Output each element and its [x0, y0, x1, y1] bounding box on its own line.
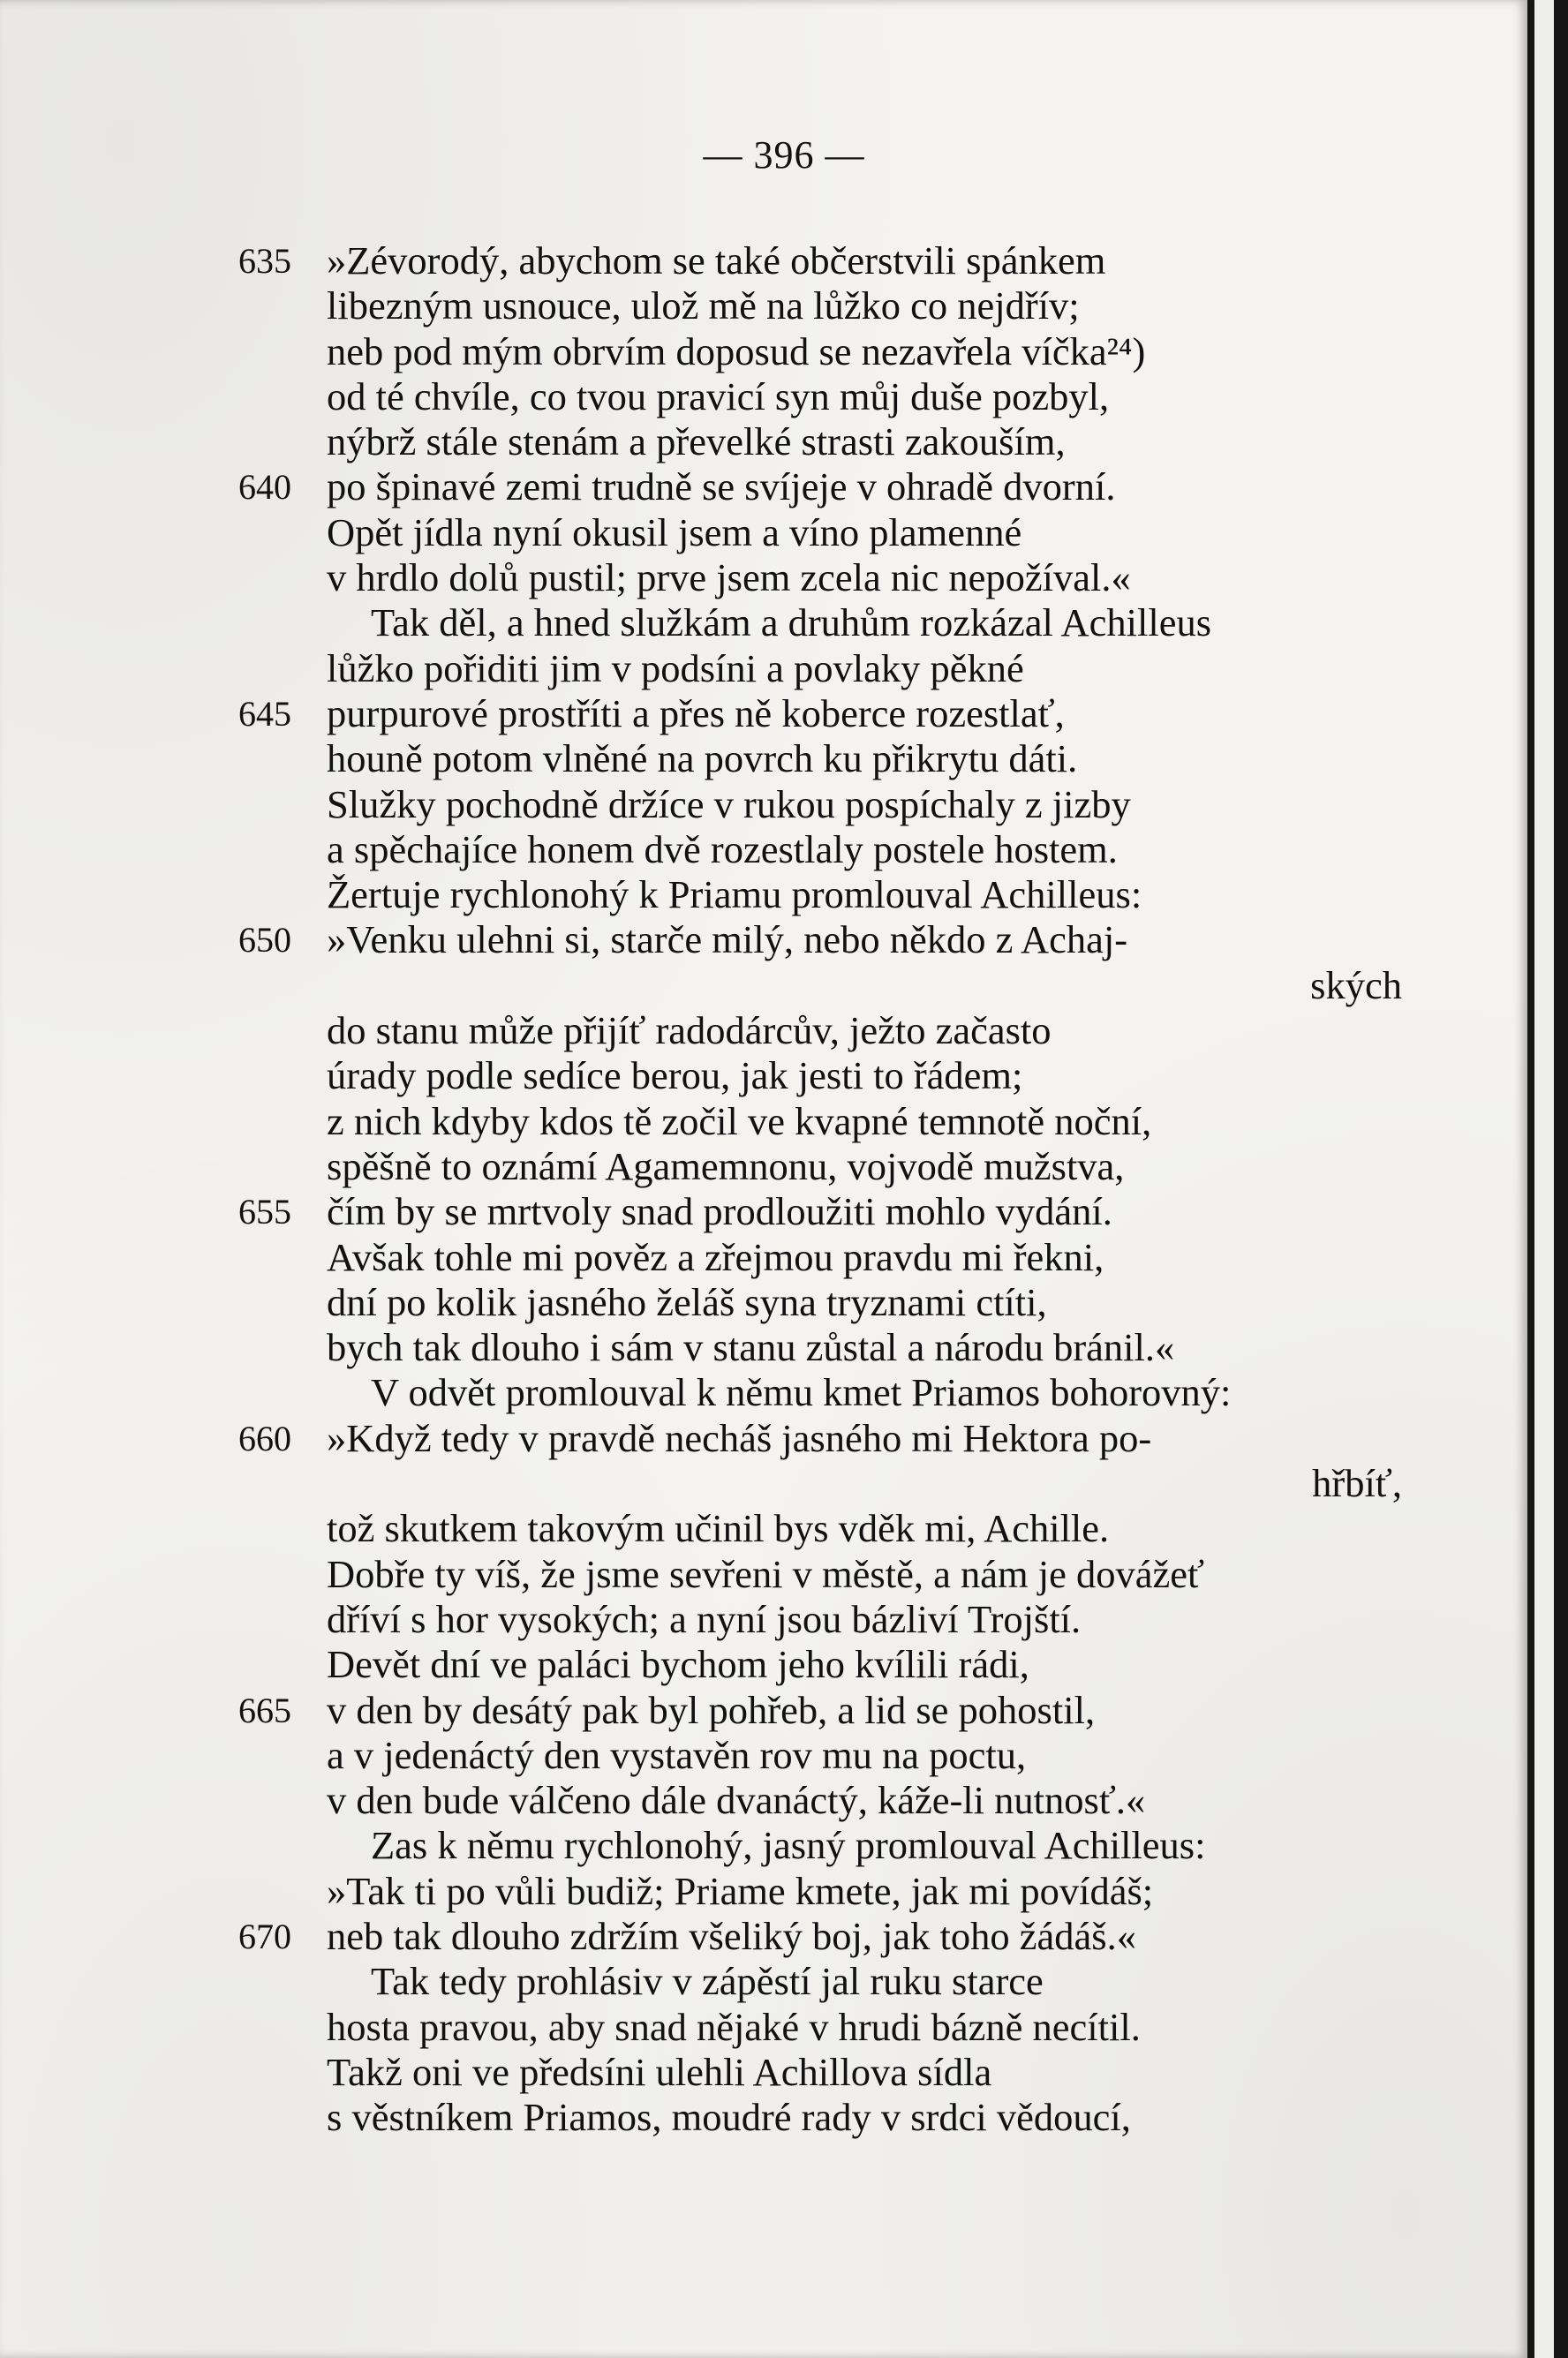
verse-line — [0, 1642, 1501, 1687]
verse-text: libezným usnouce, ulož mě na lůžko co nejdřív; — [327, 283, 1080, 328]
verse-text: »Zévorodý, abychom se také občerstvili spánkem — [327, 238, 1106, 283]
verse-text: neb pod mým obrvím doposud se nezavřela víčka²⁴) — [327, 328, 1146, 373]
line-number: 655 — [238, 1192, 291, 1232]
verse-line — [0, 1869, 1501, 1914]
line-number: 665 — [238, 1690, 291, 1730]
verse-line — [0, 736, 1501, 781]
verse-text: V odvět promlouval k němu kmet Priamos bohorovný: — [371, 1370, 1232, 1415]
verse-text: v den bude válčeno dále dvanáctý, káže-li nutnosť.« — [327, 1778, 1146, 1823]
line-number: 650 — [238, 920, 291, 961]
verse-line — [0, 2095, 1501, 2140]
verse-text: »Venku ulehni si, starče milý, nebo někdo z Achaj- — [327, 917, 1128, 962]
verse-text: dní po kolik jasného želáš syna tryznami ctíti, — [327, 1279, 1047, 1324]
verse-line — [0, 600, 1501, 645]
verse-text: Takž oni ve předsíni ulehli Achillova sídla — [327, 2049, 992, 2094]
verse-line — [0, 1053, 1501, 1098]
verse-text: Avšak tohle mi pověz a zřejmou pravdu mi řekni, — [327, 1234, 1104, 1279]
verse-line — [0, 782, 1501, 827]
verse-line — [0, 1914, 1501, 1959]
verse-text: nýbrž stále stenám a převelké strasti zakouším, — [327, 419, 1066, 464]
verse-block — [0, 238, 1501, 2140]
verse-text: Opět jídla nyní okusil jsem a víno plamenné — [327, 509, 1022, 554]
line-number: 645 — [238, 693, 291, 734]
verse-line — [0, 1325, 1501, 1370]
verse-line — [0, 1370, 1501, 1415]
verse-line — [0, 1506, 1501, 1551]
verse-text: bych tak dlouho i sám v stanu zůstal a národu bránil.« — [327, 1325, 1175, 1370]
verse-line — [0, 329, 1501, 374]
verse-text: s věstníkem Priamos, moudré rady v srdci vědoucí, — [327, 2095, 1131, 2140]
verse-text: Zas k němu rychlonohý, jasný promlouval Achilleus: — [371, 1823, 1206, 1868]
verse-text: Žertuje rychlonohý k Priamu promlouval Achilleus: — [327, 872, 1142, 917]
verse-line — [0, 2005, 1501, 2050]
verse-text: »Tak ti po vůli budiž; Priame kmete, jak mi povídáš; — [327, 1868, 1154, 1913]
verse-line — [0, 1416, 1501, 1461]
verse-text: čím by se mrtvoly snad prodloužiti mohlo vydání. — [327, 1189, 1112, 1234]
line-number: 640 — [238, 467, 291, 508]
verse-text: Služky pochodně držíce v rukou pospíchaly z jizby — [327, 781, 1131, 826]
verse-line — [0, 510, 1501, 555]
verse-line — [0, 1959, 1501, 2004]
page-edge — [1534, 0, 1554, 2358]
verse-text: lůžko pořiditi jim v podsíni a povlaky pěkné — [327, 645, 1024, 690]
verse-line — [0, 283, 1501, 328]
verse-text: Tak tedy prohlásiv v zápěstí jal ruku starce — [371, 1959, 1044, 2004]
verse-text: v den by desátý pak byl pohřeb, a lid se pohostil, — [327, 1687, 1096, 1732]
verse-line — [0, 2050, 1501, 2095]
verse-text: Dobře ty víš, že jsme sevřeni v městě, a nám je dovážeť — [327, 1551, 1204, 1596]
verse-text: Tak děl, a hned služkám a druhům rozkázal Achilleus — [371, 600, 1212, 645]
verse-text: hosta pravou, aby snad nějaké v hrudi bázně necítil. — [327, 2004, 1141, 2049]
verse-text: purpurové prostříti a přes ně koberce rozestlať, — [327, 690, 1065, 735]
verse-text: v hrdlo dolů pustil; prve jsem zcela nic nepožíval.« — [327, 555, 1131, 600]
verse-text: dříví s hor vysokých; a nyní jsou bázliví Trojští. — [327, 1596, 1082, 1641]
verse-text: a v jedenáctý den vystavěn rov mu na poctu, — [327, 1732, 1027, 1777]
verse-line — [0, 419, 1501, 464]
verse-line — [0, 555, 1501, 600]
verse-line — [0, 646, 1501, 691]
verse-line — [0, 464, 1501, 509]
verse-line — [0, 1733, 1501, 1778]
verse-line — [0, 238, 1501, 283]
verse-line — [0, 1144, 1501, 1189]
verse-line — [0, 963, 1501, 1008]
verse-line — [0, 1099, 1501, 1144]
verse-text: po špinavé zemi trudně se svíjeje v ohradě dvorní. — [327, 464, 1116, 509]
line-number: 635 — [238, 241, 291, 281]
verse-text: neb tak dlouho zdržím všeliký boj, jak toho žádáš.« — [327, 1913, 1136, 1958]
verse-line — [0, 1688, 1501, 1733]
verse-line — [0, 1823, 1501, 1868]
verse-line — [0, 691, 1501, 736]
line-number: 660 — [238, 1418, 291, 1458]
verse-text: tož skutkem takovým učinil bys vděk mi, Achille. — [327, 1506, 1110, 1551]
verse-text: spěšně to oznámí Agamemnonu, vojvodě mužstva, — [327, 1143, 1125, 1188]
verse-text: »Když tedy v pravdě necháš jasného mi Hektora po- — [327, 1415, 1152, 1460]
verse-text: od té chvíle, co tvou pravicí syn můj duše pozbyl, — [327, 373, 1110, 418]
verse-line — [0, 1280, 1501, 1325]
verse-line — [0, 1778, 1501, 1823]
verse-text: do stanu může přijíť radodárcův, ježto začasto — [327, 1008, 1052, 1053]
line-number: 670 — [238, 1916, 291, 1956]
page-number: — 396 — — [703, 133, 865, 177]
verse-line — [0, 1597, 1501, 1642]
verse-line — [0, 1235, 1501, 1280]
verse-line — [0, 1189, 1501, 1234]
verse-line — [0, 1461, 1501, 1506]
verse-line — [0, 917, 1501, 962]
verse-text: hřbíť, — [1312, 1461, 1402, 1506]
verse-text: úrady podle sedíce berou, jak jesti to řádem; — [327, 1053, 1023, 1098]
verse-line — [0, 827, 1501, 872]
verse-line — [0, 1552, 1501, 1597]
verse-line — [0, 374, 1501, 419]
verse-text: z nich kdyby kdos tě zočil ve kvapné temnotě noční, — [327, 1098, 1152, 1143]
verse-line — [0, 1008, 1501, 1053]
verse-line — [0, 872, 1501, 917]
verse-text: Devět dní ve paláci bychom jeho kvílili rádi, — [327, 1642, 1029, 1687]
verse-text: a spěchajíce honem dvě rozestlaly postele hostem. — [327, 826, 1118, 871]
verse-text: ských — [1310, 962, 1402, 1007]
verse-text: houně potom vlněné na povrch ku přikrytu dáti. — [327, 736, 1078, 781]
